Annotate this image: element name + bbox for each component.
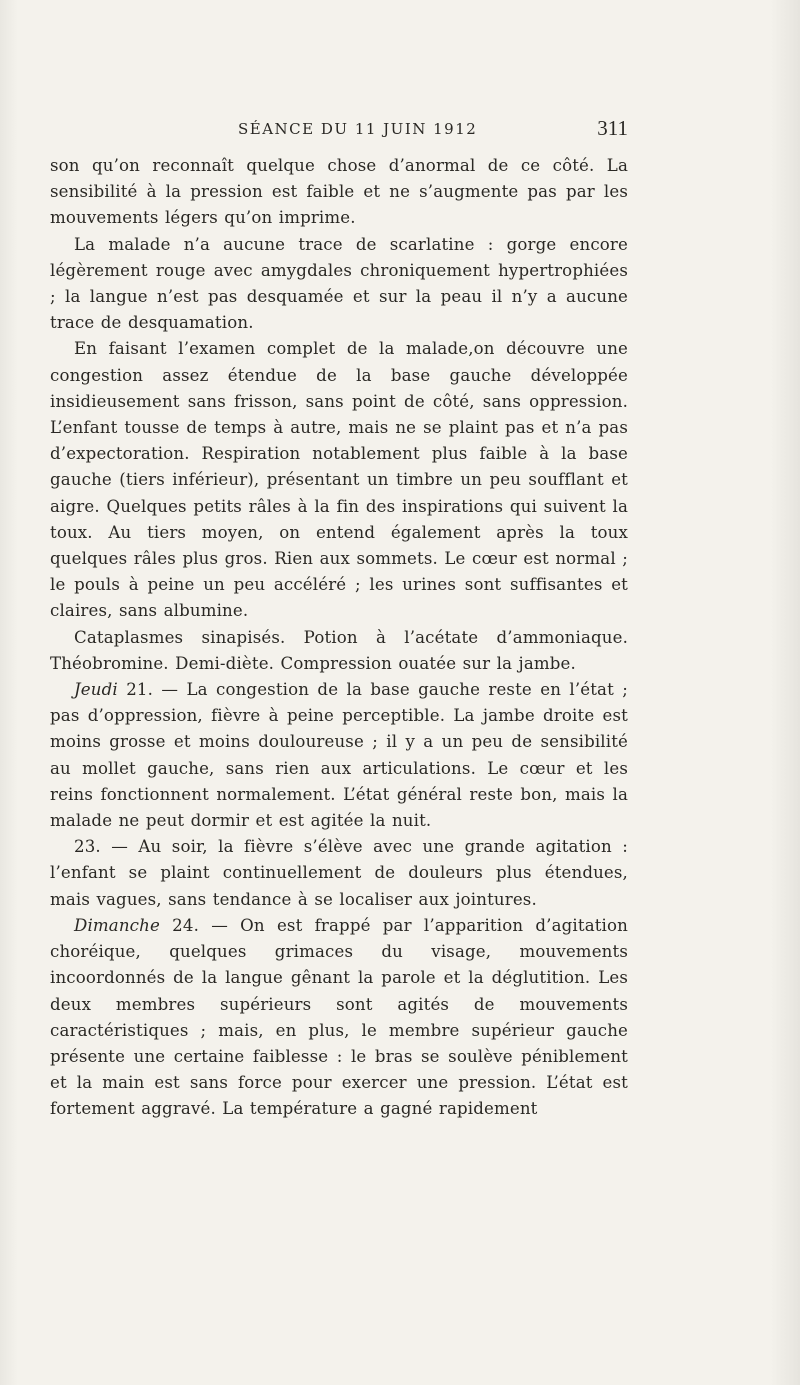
paragraph-text: 21. — La congestion de la base gauche reste en l’état ; pas d’oppression, fièvre à peine perceptible. La jambe droite est moins grosse et moins douloureuse ; il y a un peu de sensibilité au mollet gauche, sans rien aux articulations. Le cœur et les reins fonctionnent normalement. L’état général reste bon, mais la malade ne peut dormir et est agitée la nuit. — [50, 680, 628, 831]
paragraph-1 — [50, 153, 628, 232]
paragraph-text: son qu’on reconnaît quelque chose d’anormal de ce côté. La sensibilité à la pression est faible et ne s’augmente pas par les mouvements légers qu’on imprime. — [50, 156, 628, 228]
paragraph-3 — [50, 336, 628, 624]
page-number: 311 — [597, 116, 628, 140]
paragraph-7 — [50, 913, 628, 1123]
paragraph-date-lead: Jeudi — [74, 680, 118, 700]
paragraph-6 — [50, 834, 628, 913]
paragraph-2 — [50, 232, 628, 337]
running-title: SÉANCE DU 11 JUIN 1912 — [238, 120, 478, 138]
paragraph-text: 23. — Au soir, la fièvre s’élève avec une grande agitation : l’enfant se plaint continuellement de douleurs plus étendues, mais vagues, sans tendance à se localiser aux jointures. — [50, 837, 628, 909]
paragraph-4 — [50, 625, 628, 677]
paragraph-text: La malade n’a aucune trace de scarlatine : gorge encore légèrement rouge avec amygdales chroniquement hypertrophiées ; la langue n’est pas desquamée et sur la peau il n’y a aucune trace de desquamation. — [50, 234, 628, 333]
paragraph-text: En faisant l’examen complet de la malade,on découvre une congestion assez étendue de la base gauche développée insidieusement sans frisson, sans point de côté, sans oppression. L’enfant tousse de temps à autre, mais ne se plaint pas et n’a pas d’expectoration. Respiration notablement plus faible à la base gauche (tiers inférieur), présentant un timbre un peu soufflant et aigre. Quelques petits râles à la fin des inspirations qui suivent la toux. Au tiers moyen, on entend également après la toux quelques râles plus gros. Rien aux sommets. Le cœur est normal ; le pouls à peine un peu accéléré ; les urines sont suffisantes et claires, sans albumine. — [50, 339, 628, 621]
paragraph-text: Cataplasmes sinapisés. Potion à l’acétate d’ammoniaque. Théobromine. Demi-diète. Compression ouatée sur la jambe. — [50, 627, 628, 673]
paragraph-date-lead: Dimanche — [74, 915, 160, 935]
paragraph-text: 24. — On est frappé par l’apparition d’agitation choréique, quelques grimaces du visage, mouvements incoordonnés de la langue gênant la parole et la déglutition. Les deux membres supérieurs sont agités de mouvements caractéristiques ; mais, en plus, le membre supérieur gauche présente une certaine faiblesse : le bras se soulève péniblement et la main est sans force pour exercer une pression. L’état est fortement aggravé. La température a gagné rapidement — [50, 915, 628, 1119]
paragraph-5 — [50, 677, 628, 834]
page-header — [48, 116, 628, 144]
body-text — [50, 153, 628, 1123]
